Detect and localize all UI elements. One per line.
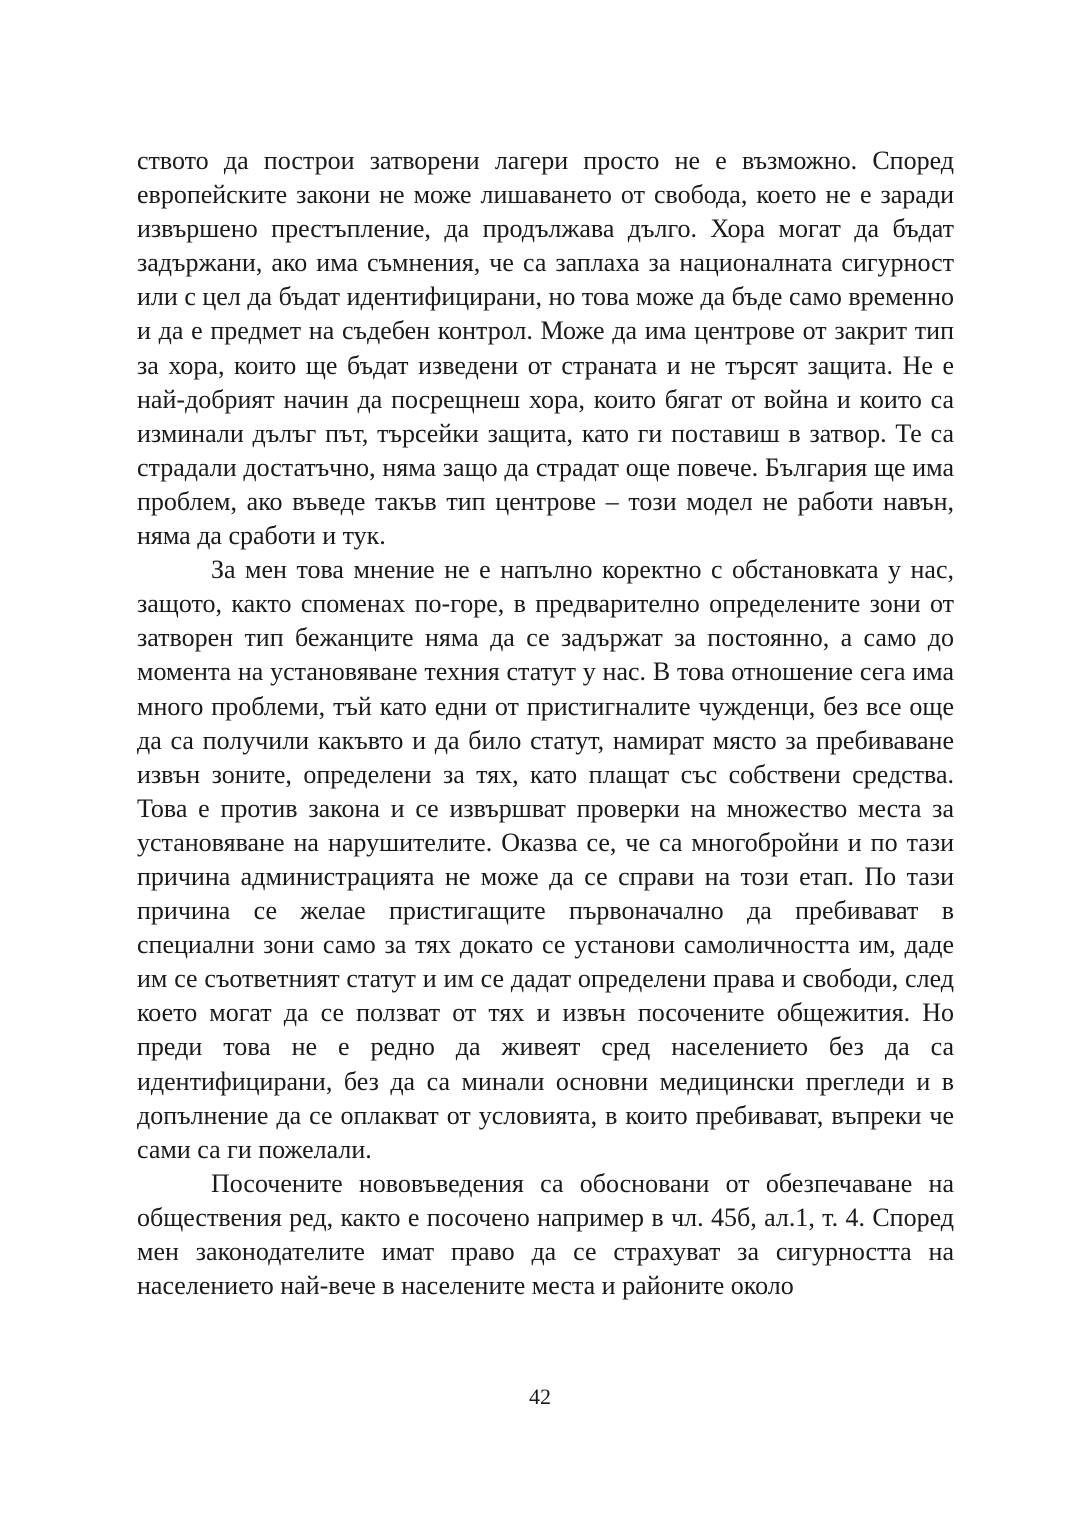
page-number: 42 xyxy=(529,1384,551,1409)
paragraph-opinion: За мен това мнение не е напълно коректно с обстановката у нас, защото, както споменах по-горе, в предварително определените зони от затворен тип бежанците няма да се задържат за постоянно, а само до момента на установяване техния статут у нас. В това отношение сега има много проблеми, тъй като едни от пристигналите чужденци, без все още да са получили какъвто и да било статут, намират място за пребиваване извън зоните, определени за тях, като плащат със собствени средства. Това е против закона и се извършват проверки на множество места за установяване на нарушителите. Оказва се, че са многобройни и по тази причина администрацията не може да се справи на този етап. По тази причина се желае пристигащите първоначално да пребивават в специални зони само за тях докато се установи самоличността им, даде им се съответният статут и им се дадат определени права и свободи, след което могат да се ползват от тях и извън посочените общежития. Но преди това не е редно да живеят сред населението без да са идентифицирани, без да са минали основни медицински прегледи и в допълнение да се оплакват от условията, в които пребивават, въпреки че сами са ги пожелали. xyxy=(137,555,954,1164)
paragraph-continuation: ството да построи затворени лагери просто не е възможно. Според европейските закони не може лишаването от свобода, което не е заради извършено престъпление, да продължава дълго. Хора могат да бъдат задържани, ако има съмнения, че са заплаха за националната сигурност или с цел да бъдат идентифицирани, но това може да бъде само временно и да е предмет на съдебен контрол. Може да има центрове от закрит тип за хора, които ще бъдат изведени от страната и не търсят защита. Не е най-добрият начин да посрещнеш хора, които бягат от война и които са изминали дълъг път, търсейки защита, като ги поставиш в затвор. Те са страдали достатъчно, няма защо да страдат още повече. България ще има проблем, ако въведе такъв тип центрове – този модел не работи навън, няма да сработи и тук. xyxy=(137,146,954,551)
body-text xyxy=(137,144,954,1303)
paragraph-innovations: Посочените нововъведения са обосновани от обезпечаване на обществения ред, както е посочено например в чл. 45б, ал.1, т. 4. Според мен законодателите имат право да се страхуват за сигурността на населението най-вече в населените места и районите около xyxy=(137,1168,954,1301)
